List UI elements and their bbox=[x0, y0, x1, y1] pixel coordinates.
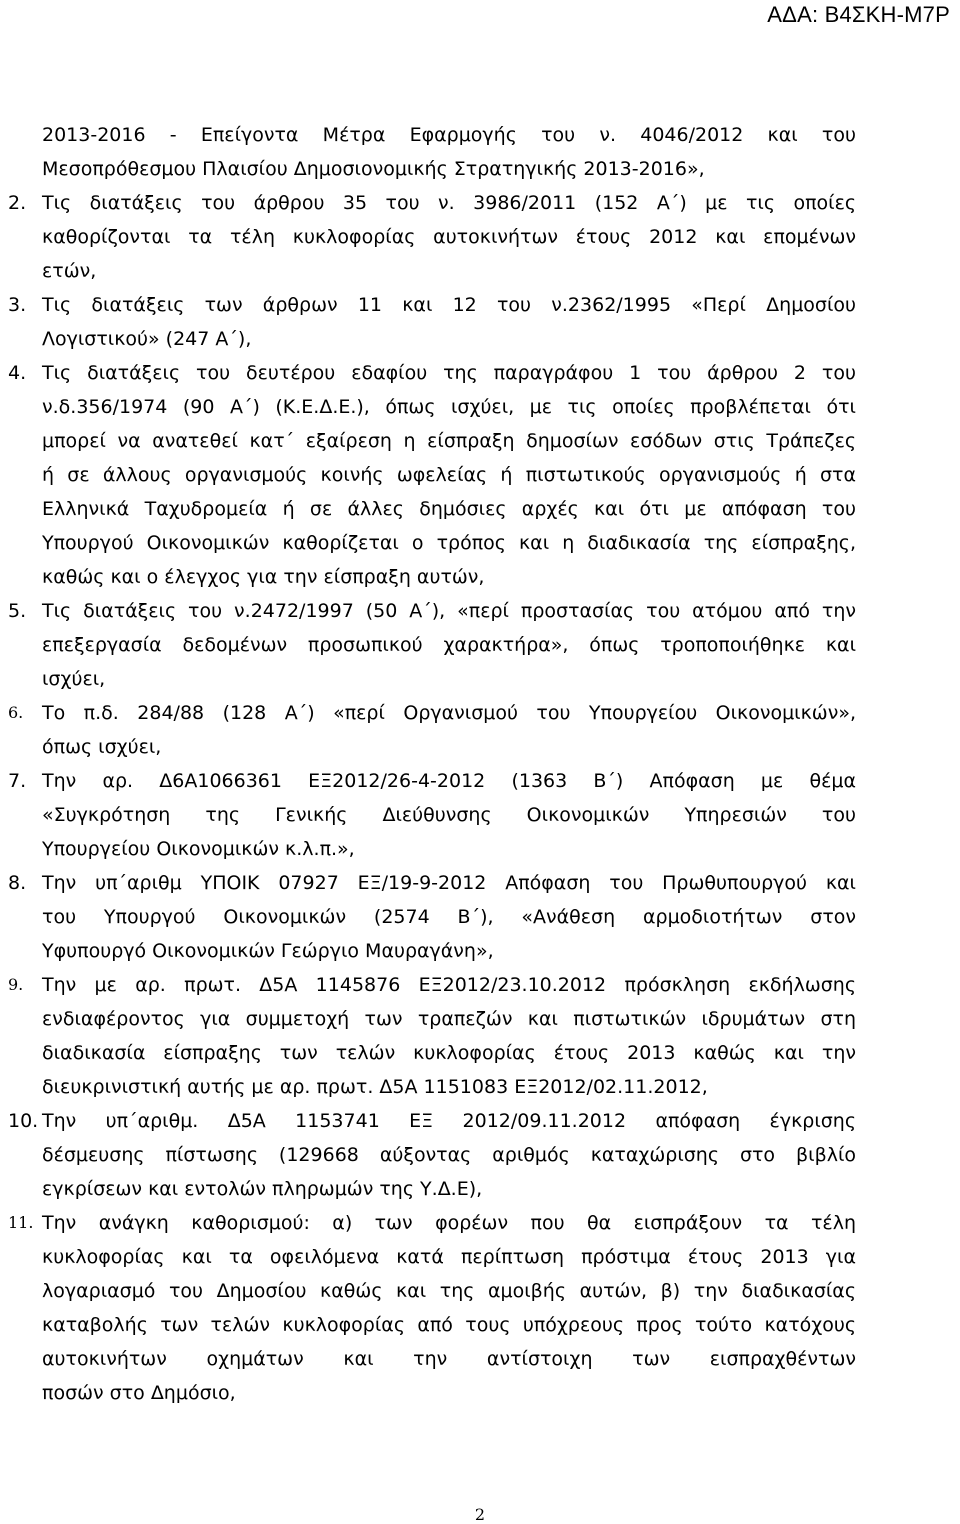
document-line bbox=[0, 220, 960, 254]
document-line bbox=[0, 798, 960, 832]
line-text: ποσών στο Δημόσιο, bbox=[42, 1382, 236, 1404]
document-line bbox=[0, 900, 960, 934]
page-number: 2 bbox=[474, 1505, 486, 1524]
list-number: 6. bbox=[8, 703, 24, 722]
line-text: Τις διατάξεις του ν.2472/1997 (50 Α΄), «περί προστασίας του ατόμου από την bbox=[42, 600, 856, 622]
list-number: 5. bbox=[8, 600, 27, 622]
list-number: 8. bbox=[8, 872, 27, 894]
line-text: ν.δ.356/1974 (90 Α΄) (Κ.Ε.Δ.Ε.), όπως ισχύει, με τις οποίες προβλέπεται ότι bbox=[42, 396, 856, 418]
line-text: Τις διατάξεις των άρθρων 11 και 12 του ν.2362/1995 «Περί Δημοσίου bbox=[42, 294, 856, 316]
document-line bbox=[0, 696, 960, 730]
document-line bbox=[0, 1036, 960, 1070]
line-text: λογαριασμό του Δημοσίου καθώς και της αμοιβής αυτών, β) την διαδικασίας bbox=[42, 1280, 856, 1302]
line-text: Ελληνικά Ταχυδρομεία ή σε άλλες δημόσιες αρχές και ότι με απόφαση του bbox=[42, 498, 856, 520]
document-line bbox=[0, 356, 960, 390]
list-number: 11. bbox=[8, 1213, 34, 1232]
document-line bbox=[0, 1240, 960, 1274]
document-line bbox=[0, 118, 960, 152]
line-text: δέσμευσης πίστωσης (129668 αύξοντας αριθμός καταχώρισης στο βιβλίο bbox=[42, 1144, 856, 1166]
list-number: 10. bbox=[8, 1110, 39, 1132]
line-text: καθώς και ο έλεγχος για την είσπραξη αυτών, bbox=[42, 566, 485, 588]
document-line bbox=[0, 594, 960, 628]
line-text: καθορίζονται τα τέλη κυκλοφορίας αυτοκινήτων έτους 2012 και επομένων bbox=[42, 226, 856, 248]
line-text: 2013-2016 - Επείγοντα Μέτρα Εφαρμογής του ν. 4046/2012 και του bbox=[42, 124, 856, 146]
document-line bbox=[0, 1206, 960, 1240]
document-line bbox=[0, 1308, 960, 1342]
document-line bbox=[0, 968, 960, 1002]
line-text: μπορεί να ανατεθεί κατ΄ εξαίρεση η είσπραξη δημοσίων εσόδων στις Τράπεζες bbox=[42, 430, 856, 452]
document-line bbox=[0, 322, 960, 356]
document-line bbox=[0, 1172, 960, 1206]
document-line bbox=[0, 254, 960, 288]
line-text: επεξεργασία δεδομένων προσωπικού χαρακτήρα», όπως τροποποιήθηκε και bbox=[42, 634, 856, 656]
line-text: Μεσοπρόθεσμου Πλαισίου Δημοσιονομικής Στρατηγικής 2013-2016», bbox=[42, 158, 705, 180]
document-line bbox=[0, 934, 960, 968]
line-text: Υπουργού Οικονομικών καθορίζεται ο τρόπος και η διαδικασία της είσπραξης, bbox=[42, 532, 856, 554]
document-line bbox=[0, 1104, 960, 1138]
line-text: εγκρίσεων και εντολών πληρωμών της Υ.Δ.Ε), bbox=[42, 1178, 483, 1200]
document-line bbox=[0, 628, 960, 662]
document-line bbox=[0, 662, 960, 696]
document-line bbox=[0, 1274, 960, 1308]
line-text: Την υπ΄αριθμ ΥΠΟΙΚ 07927 ΕΞ/19-9-2012 Απόφαση του Πρωθυπουργού και bbox=[42, 872, 856, 894]
document-line bbox=[0, 492, 960, 526]
document-line bbox=[0, 764, 960, 798]
line-text: ενδιαφέροντος για συμμετοχή των τραπεζών και πιστωτικών ιδρυμάτων στη bbox=[42, 1008, 856, 1030]
line-text: Την με αρ. πρωτ. Δ5Α 1145876 ΕΞ2012/23.10.2012 πρόσκληση εκδήλωσης bbox=[42, 974, 856, 996]
line-text: διευκρινιστική αυτής με αρ. πρωτ. Δ5Α 1151083 ΕΞ2012/02.11.2012, bbox=[42, 1076, 708, 1098]
document-line bbox=[0, 526, 960, 560]
document-line bbox=[0, 1376, 960, 1410]
document-line bbox=[0, 186, 960, 220]
list-number: 2. bbox=[8, 192, 27, 214]
document-line bbox=[0, 1138, 960, 1172]
ada-code: ΑΔΑ: Β4ΣΚΗ-Μ7Ρ bbox=[767, 2, 950, 27]
list-number: 4. bbox=[8, 362, 27, 384]
line-text: όπως ισχύει, bbox=[42, 736, 162, 758]
line-text: καταβολής των τελών κυκλοφορίας από τους υπόχρεους προς τούτο κατόχους bbox=[42, 1314, 856, 1336]
line-text: διαδικασία είσπραξης των τελών κυκλοφορίας έτους 2013 καθώς και την bbox=[42, 1042, 856, 1064]
line-text: ή σε άλλους οργανισμούς κοινής ωφελείας ή πιστωτικούς οργανισμούς ή στα bbox=[42, 464, 856, 486]
document-line bbox=[0, 730, 960, 764]
line-text: Τις διατάξεις του άρθρου 35 του ν. 3986/2011 (152 Α΄) με τις οποίες bbox=[42, 192, 856, 214]
line-text: κυκλοφορίας και τα οφειλόμενα κατά περίπτωση πρόστιμα έτους 2013 για bbox=[42, 1246, 856, 1268]
line-text: ισχύει, bbox=[42, 668, 106, 690]
document-line bbox=[0, 1342, 960, 1376]
line-text: ετών, bbox=[42, 260, 97, 282]
document-line bbox=[0, 458, 960, 492]
document-line bbox=[0, 1002, 960, 1036]
line-text: Υφυπουργό Οικονομικών Γεώργιο Μαυραγάνη», bbox=[42, 940, 494, 962]
line-text: Την αρ. Δ6Α1066361 ΕΞ2012/26-4-2012 (1363 Β΄) Απόφαση με θέμα bbox=[42, 770, 856, 792]
line-text: Την ανάγκη καθορισμού: α) των φορέων που θα εισπράξουν τα τέλη bbox=[42, 1212, 856, 1234]
document-line bbox=[0, 390, 960, 424]
line-text: αυτοκινήτων οχημάτων και την αντίστοιχη των εισπραχθέντων bbox=[42, 1348, 856, 1370]
list-number: 9. bbox=[8, 975, 24, 994]
document-line bbox=[0, 288, 960, 322]
list-number: 3. bbox=[8, 294, 27, 316]
line-text: «Συγκρότηση της Γενικής Διεύθυνσης Οικονομικών Υπηρεσιών του bbox=[42, 804, 856, 826]
line-text: Το π.δ. 284/88 (128 Α΄) «περί Οργανισμού του Υπουργείου Οικονομικών», bbox=[42, 702, 856, 724]
document-line bbox=[0, 1070, 960, 1104]
line-text: Τις διατάξεις του δευτέρου εδαφίου της παραγράφου 1 του άρθρου 2 του bbox=[42, 362, 856, 384]
document-line bbox=[0, 424, 960, 458]
line-text: Την υπ΄αριθμ. Δ5Α 1153741 ΕΞ 2012/09.11.2012 απόφαση έγκρισης bbox=[42, 1110, 856, 1132]
line-text: Λογιστικού» (247 Α΄), bbox=[42, 328, 252, 350]
line-text: του Υπουργού Οικονομικών (2574 Β΄), «Ανάθεση αρμοδιοτήτων στον bbox=[42, 906, 856, 928]
document-line bbox=[0, 866, 960, 900]
document-line bbox=[0, 832, 960, 866]
list-number: 7. bbox=[8, 770, 27, 792]
document-line bbox=[0, 152, 960, 186]
document-line bbox=[0, 560, 960, 594]
line-text: Υπουργείου Οικονομικών κ.λ.π.», bbox=[42, 838, 355, 860]
